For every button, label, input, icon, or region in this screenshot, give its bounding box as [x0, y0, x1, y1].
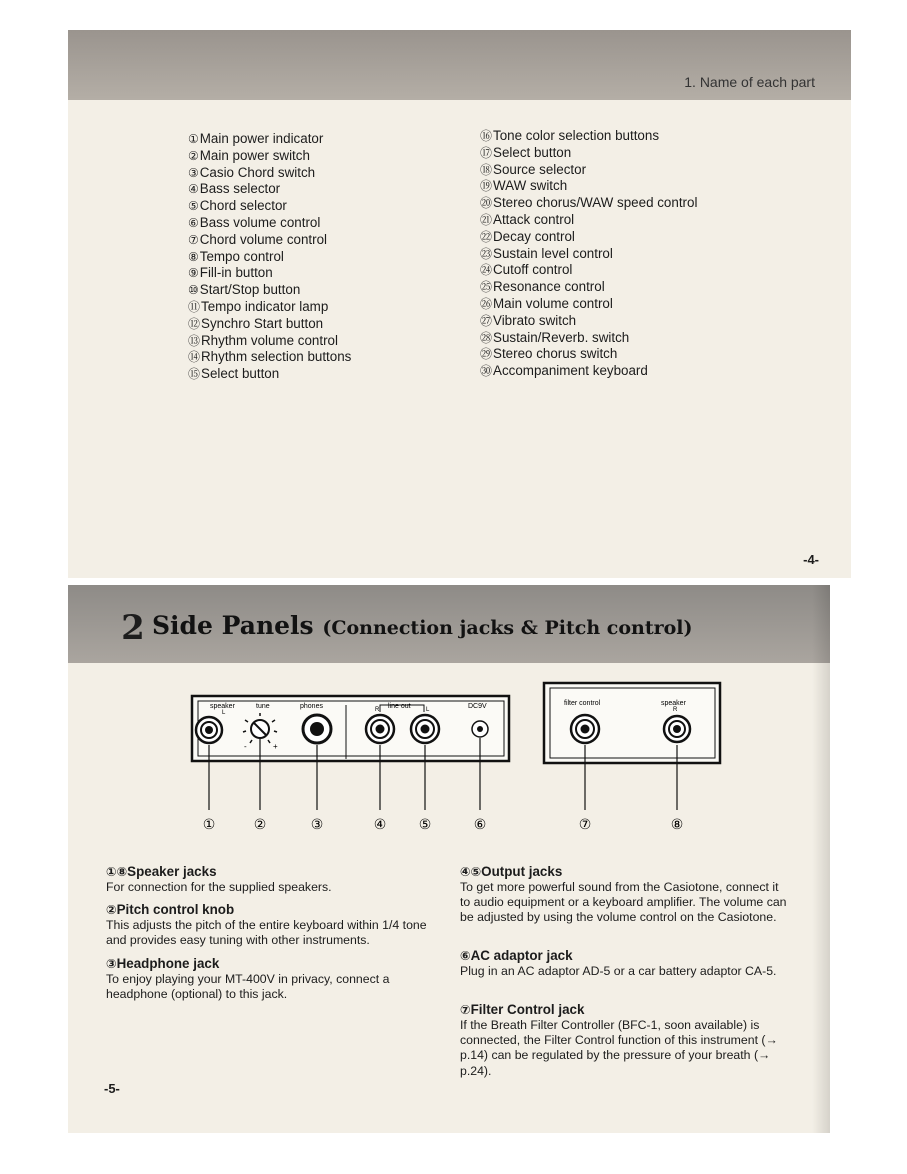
callout-8: ⑧ [670, 817, 684, 833]
desc-output-jacks: ④⑤Output jacks To get more powerful sound from the Casiotone, connect it to audio equipment or a keyboard amplifier. The volume can be adjusted by using the volume control on the Casiotone. [460, 864, 787, 925]
part-list-item [188, 265, 351, 282]
part-label: Rhythm selection buttons [201, 349, 352, 365]
section-title-main: Side Panels [152, 611, 314, 640]
part-list-item [480, 296, 697, 313]
svg-text:R: R [673, 707, 678, 713]
part-label: Main volume control [493, 295, 613, 311]
part-list-item [188, 333, 351, 350]
part-number: ⑧ [188, 249, 199, 264]
part-number: ⑰ [480, 145, 493, 160]
part-list-item [480, 346, 697, 363]
part-number: ③ [188, 165, 199, 180]
speaker-r-jack [664, 716, 690, 742]
dc9v-jack [472, 721, 488, 737]
part-list-item [480, 178, 697, 195]
part-list-item [188, 349, 351, 366]
desc-speaker-jacks: ①⑧Speaker jacks For connection for the supplied speakers. [106, 864, 332, 894]
part-list-item [188, 366, 351, 383]
part-number: ㉓ [480, 246, 493, 261]
part-list-item [188, 316, 351, 333]
left-side-panel [192, 696, 509, 761]
part-label: Cutoff control [493, 262, 573, 278]
speaker-l-label: speaker [210, 703, 235, 710]
part-number: ④ [188, 182, 199, 197]
speaker-r-label: speaker [661, 700, 686, 707]
part-number: ⑨ [188, 266, 199, 281]
part-label: Stereo chorus/WAW speed control [493, 195, 698, 211]
desc-filter-control-jack: ⑦Filter Control jack If the Breath Filter Controller (BFC-1, soon available) is connected, the Filter Control function of this instrument (→ p.14) can be regulated by the pressure of your breath (→ p.24). [460, 1002, 778, 1078]
part-list-item [480, 195, 697, 212]
callout-7: ⑦ [578, 817, 592, 833]
part-list-item [480, 229, 697, 246]
part-list-item [480, 145, 697, 162]
phones-jack [303, 715, 331, 743]
svg-text:+: + [273, 742, 278, 751]
page-number: -5- [104, 1081, 120, 1096]
part-list-item [480, 279, 697, 296]
part-list-item [188, 165, 351, 182]
part-number: ⑤ [188, 199, 199, 214]
desc-pitch-control: ②Pitch control knob This adjusts the pitch of the entire keyboard within 1/4 tone and provides easy tuning with other instruments. [106, 902, 427, 948]
svg-text:-: - [244, 742, 247, 751]
part-label: Start/Stop button [199, 282, 301, 298]
part-label: Casio Chord switch [199, 164, 316, 180]
callout-5: ⑤ [418, 817, 432, 833]
part-label: Attack control [493, 211, 575, 227]
part-number: ㉗ [480, 313, 493, 328]
part-label: Bass volume control [199, 214, 321, 230]
part-number: ㉚ [480, 364, 493, 379]
right-side-panel [544, 683, 720, 763]
part-list-item [480, 262, 697, 279]
part-number: ㉒ [480, 229, 493, 244]
part-number: ② [188, 148, 199, 163]
part-number: ㉔ [480, 263, 493, 278]
part-list-item [188, 299, 351, 316]
part-label: WAW switch [493, 178, 568, 194]
part-number: ㉕ [480, 280, 493, 295]
part-label: Select button [201, 366, 280, 382]
page-number: -4- [803, 552, 819, 567]
section-subtitle: (Connection jacks & Pitch control) [322, 617, 693, 639]
part-label: Accompaniment keyboard [493, 363, 648, 379]
part-list-item [188, 181, 351, 198]
part-number: ⑫ [188, 316, 201, 331]
part-number: ㉑ [480, 212, 493, 227]
part-label: Sustain level control [493, 245, 613, 261]
part-number: ⑪ [188, 299, 201, 314]
part-label: Vibrato switch [493, 312, 577, 328]
parts-list-left [188, 131, 351, 383]
phones-label: phones [300, 703, 323, 710]
part-label: Tone color selection buttons [493, 128, 660, 143]
desc-headphone-jack: ③Headphone jack To enjoy playing your MT-400V in privacy, connect a headphone (optional) to this jack. [106, 956, 390, 1002]
callout-2: ② [253, 817, 267, 833]
section-number-icon: 2 [121, 608, 145, 648]
part-number: ⑳ [480, 196, 493, 211]
part-label: Tempo control [199, 248, 284, 264]
part-list-item [188, 148, 351, 165]
part-list-item [188, 249, 351, 266]
line-out-r-jack [366, 715, 394, 743]
part-label: Rhythm volume control [201, 332, 338, 348]
part-list-item [188, 232, 351, 249]
part-label: Resonance control [493, 279, 605, 295]
callout-1: ① [202, 817, 216, 833]
svg-text:L: L [222, 710, 226, 716]
parts-list-right [480, 128, 697, 380]
manual-page-top [68, 30, 851, 578]
part-list-item [480, 330, 697, 347]
part-number: ⑯ [480, 129, 493, 143]
filter-control-jack [571, 715, 599, 743]
part-label: Bass selector [199, 181, 281, 197]
part-number: ㉙ [480, 347, 493, 362]
part-list-item [188, 215, 351, 232]
part-number: ㉘ [480, 330, 493, 345]
part-list-item [480, 313, 697, 330]
part-label: Main power indicator [199, 131, 324, 146]
part-label: Sustain/Reverb. switch [493, 329, 630, 345]
svg-text:L: L [426, 707, 430, 713]
part-label: Fill-in button [199, 265, 273, 281]
part-number: ⑲ [480, 179, 493, 194]
part-label: Stereo chorus switch [493, 346, 618, 362]
part-label: Synchro Start button [201, 315, 324, 331]
part-number: ⑥ [188, 215, 199, 230]
part-label: Select button [493, 144, 572, 160]
line-out-label: line out [388, 703, 411, 710]
part-number: ㉖ [480, 296, 493, 311]
part-label: Source selector [493, 161, 587, 177]
tune-label: tune [256, 703, 270, 710]
part-list-item [480, 212, 697, 229]
speaker-l-jack [196, 717, 222, 743]
part-number: ⑦ [188, 232, 199, 247]
title-band [68, 585, 830, 663]
section-title [152, 611, 693, 640]
dc9v-label: DC9V [468, 703, 487, 710]
part-list-item [188, 131, 351, 148]
part-label: Main power switch [199, 147, 310, 163]
section-header: 1. Name of each part [684, 74, 815, 90]
svg-text:R: R [375, 707, 380, 713]
part-list-item [480, 246, 697, 263]
part-list-item [188, 282, 351, 299]
part-label: Tempo indicator lamp [201, 298, 329, 314]
part-number: ⑭ [188, 350, 201, 365]
manual-page-bottom [68, 585, 830, 1133]
part-label: Chord volume control [199, 231, 328, 247]
part-label: Decay control [493, 228, 575, 244]
part-label: Chord selector [199, 198, 287, 214]
part-number: ⑱ [480, 162, 493, 177]
part-list-item [480, 128, 697, 145]
part-number: ① [188, 132, 199, 146]
part-number: ⑮ [188, 367, 201, 382]
line-out-l-jack [411, 715, 439, 743]
desc-ac-adaptor-jack: ⑥AC adaptor jack Plug in an AC adaptor AD-5 or a car battery adaptor CA-5. [460, 948, 777, 978]
callout-6: ⑥ [473, 817, 487, 833]
part-list-item [188, 198, 351, 215]
part-number: ⑬ [188, 333, 201, 348]
part-list-item [480, 162, 697, 179]
callout-4: ④ [373, 817, 387, 833]
part-number: ⑩ [188, 283, 199, 298]
part-list-item [480, 363, 697, 380]
filter-control-label: filter control [564, 700, 601, 707]
callout-3: ③ [310, 817, 324, 833]
